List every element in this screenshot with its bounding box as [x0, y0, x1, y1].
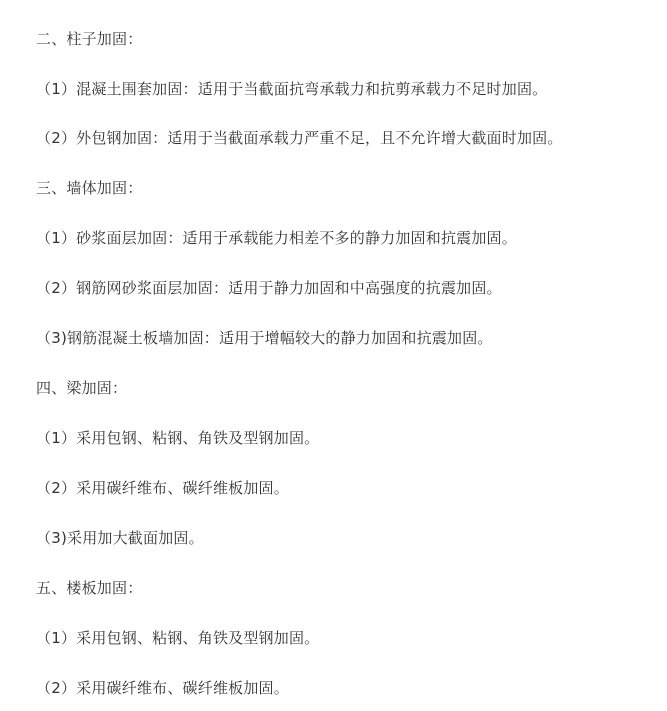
- list-item: （1）采用包钢、粘钢、角铁及型钢加固。: [36, 629, 320, 647]
- list-item: （1）采用包钢、粘钢、角铁及型钢加固。: [36, 429, 320, 447]
- list-item: （3)钢筋混凝土板墙加固：适用于增幅较大的静力加固和抗震加固。: [36, 329, 493, 347]
- list-item: （2）外包钢加固：适用于当截面承载力严重不足，且不允许增大截面时加固。: [36, 129, 563, 147]
- section-heading-beams: 四、梁加固：: [36, 379, 128, 397]
- section-heading-columns: 二、柱子加固：: [36, 30, 143, 48]
- section-heading-walls: 三、墙体加固：: [36, 179, 143, 197]
- list-item: （1）混凝土围套加固：适用于当截面抗弯承载力和抗剪承载力不足时加固。: [36, 80, 548, 98]
- section-heading-floor-slabs: 五、楼板加固：: [36, 579, 143, 597]
- list-item: （2）采用碳纤维布、碳纤维板加固。: [36, 479, 289, 497]
- list-item: （3)采用加大截面加固。: [36, 529, 204, 547]
- list-item: （2）钢筋网砂浆面层加固：适用于静力加固和中高强度的抗震加固。: [36, 279, 502, 297]
- list-item: （1）砂浆面层加固：适用于承载能力相差不多的静力加固和抗震加固。: [36, 229, 517, 247]
- list-item: （2）采用碳纤维布、碳纤维板加固。: [36, 679, 289, 697]
